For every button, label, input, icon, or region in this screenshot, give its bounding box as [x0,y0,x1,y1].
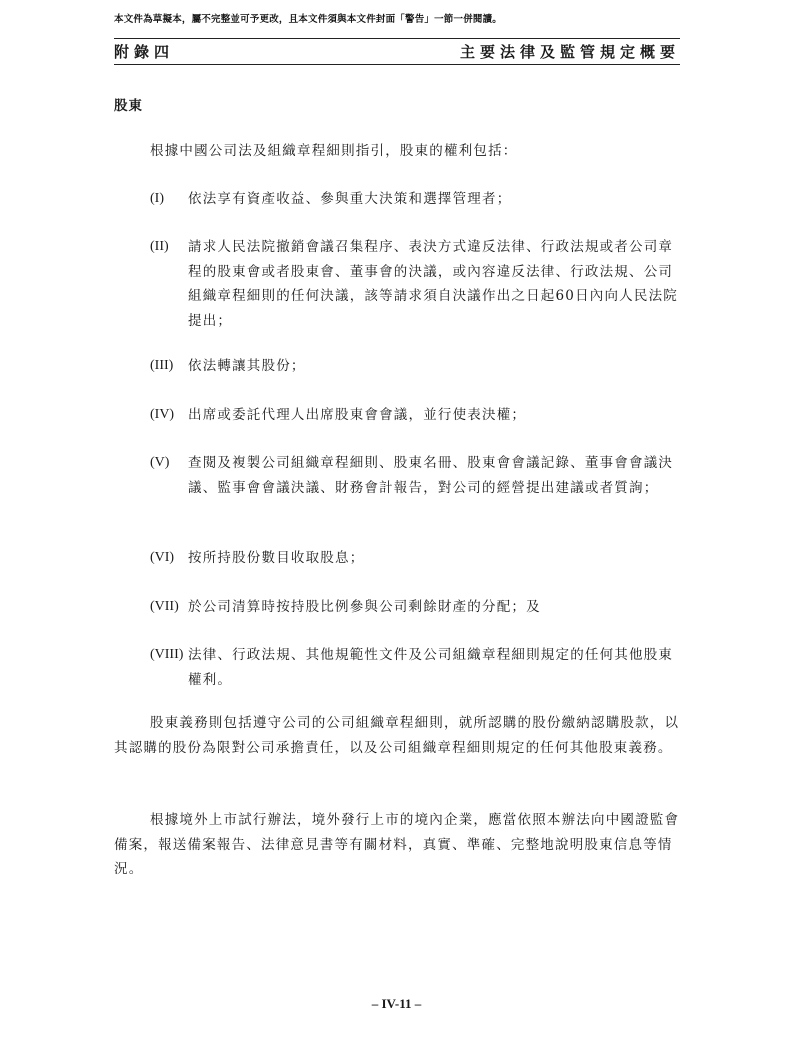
right-number: (IV) [150,407,175,422]
right-number: (VI) [150,550,175,565]
page-number: – IV-11 – [371,996,422,1011]
right-number: (VII) [150,599,179,614]
header-rule-bottom [114,64,680,65]
right-number: (I) [150,191,164,206]
right-text: 按所持股份數目收取股息； [188,550,365,566]
right-item-7 [150,595,682,620]
right-number: (V) [150,455,170,470]
section-title: 股東 [114,98,143,114]
right-item-8 [150,643,682,692]
right-item-6 [150,546,682,571]
header-rule-top [114,38,680,39]
right-item-1 [150,187,682,212]
intro-paragraph: 根據中國公司法及組織章程細則指引，股東的權利包括： [150,143,518,159]
right-text: 依法享有資產收益、參與重大決策和選擇管理者； [188,191,512,207]
right-number: (II) [150,239,169,254]
right-item-5 [150,451,682,500]
right-item-2 [150,235,682,333]
shareholder-duty-paragraph: 股東義務則包括遵守公司的公司組織章程細則，就所認購的股份繳納認購股款，以其認購的股份為限對公司承擔責任，以及公司組織章程細則規定的任何其他股東義務。 [114,715,680,756]
right-item-3 [150,354,682,379]
draft-notice: 本文件為草擬本，屬不完整並可予更改，且本文件須與本文件封面「警告」一節一併閱讀。 [114,14,503,25]
right-text: 請求人民法院撤銷會議召集程序、表決方式違反法律、行政法規或者公司章程的股東會或者股東會、董事會的決議，或內容違反法律、行政法規、公司組織章程細則的任何決議，該等請求須自決議作出之日起60日內向人民法院提出； [188,239,678,329]
right-number: (VIII) [150,647,184,662]
filing-requirement-paragraph: 根據境外上市試行辦法，境外發行上市的境內企業，應當依照本辦法向中國證監會備案，報送備案報告、法律意見書等有關材料，真實、準確、完整地說明股東信息等情況。 [114,812,680,877]
right-text: 法律、行政法規、其他規範性文件及公司組織章程細則規定的任何其他股東權利。 [188,647,674,688]
right-text: 查閱及複製公司組織章程細則、股東名冊、股東會會議記錄、董事會會議決議、監事會會議決議、財務會計報告，對公司的經營提出建議或者質詢； [188,455,674,496]
right-item-4 [150,403,682,428]
right-text: 出席或委託代理人出席股東會會議，並行使表決權； [188,407,527,423]
right-text: 於公司清算時按持股比例參與公司剩餘財產的分配；及 [188,599,541,615]
right-number: (III) [150,358,174,373]
appendix-label: 附錄四 [114,43,175,61]
appendix-title: 主要法律及監管規定概要 [459,43,680,61]
right-text: 依法轉讓其股份； [188,358,306,374]
page-header [114,41,680,63]
